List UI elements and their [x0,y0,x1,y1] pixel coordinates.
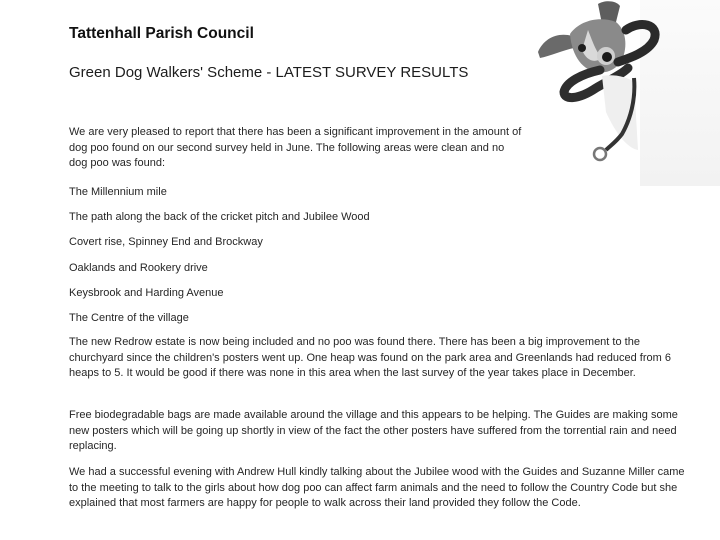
list-item: The Centre of the village [69,311,189,324]
list-item: The path along the back of the cricket pitch and Jubilee Wood [69,211,370,224]
list-item: Oaklands and Rookery drive [69,261,208,274]
dog-with-lead-icon [530,0,720,190]
redrow-paragraph: The new Redrow estate is now being included and no poo was found there. There has been a big improvement to the churchyard since the children's posters went up. One heap was found on the park area and Greenlands had reduced from 6 heaps to 5. It would be good if there was none in this area when the last survey of the year takes place in December. [69,336,671,380]
evening-paragraph: We had a successful evening with Andrew Hull kindly talking about the Jubilee wood with the Guides and Suzanne Miller came to the meeting to talk to the girls about how dog poo can affect farm animals and the need to follow the Country Code but she explained that most farmers are happy for people to walk across their land provided they follow the Code. [69,466,685,510]
list-item: Keysbrook and Harding Avenue [69,286,224,299]
list-item: Covert rise, Spinney End and Brockway [69,236,263,249]
bags-paragraph: Free biodegradable bags are made available around the village and this appears to be helping. The Guides are making some new posters which will be going up shortly in view of the fact the other posters have suffered from the torrential rain and need replacing. [69,409,678,453]
intro-paragraph: We are very pleased to report that there has been a significant improvement in the amount of dog poo found on our second survey held in June. The following areas were clean and no dog poo was found: [69,126,522,170]
organisation-title: Tattenhall Parish Council [69,25,254,42]
clean-areas-list [69,185,370,336]
list-item: The Millennium mile [69,186,167,198]
dog-photo [530,0,720,190]
document-title: Green Dog Walkers' Scheme - LATEST SURVEY RESULTS [69,64,469,81]
